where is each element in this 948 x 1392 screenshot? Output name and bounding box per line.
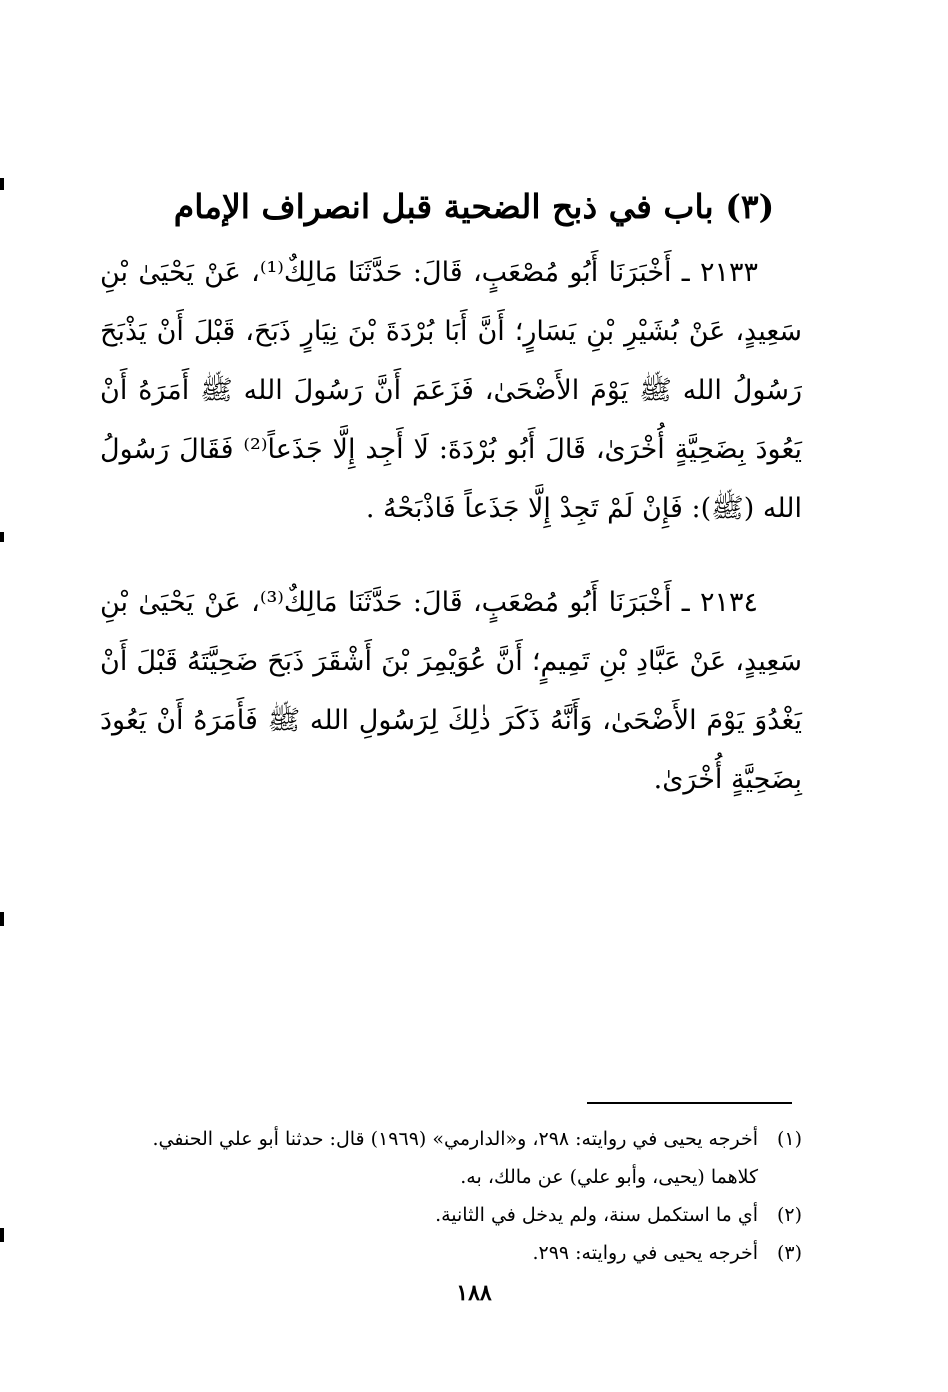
hadith-2133 — [100, 243, 802, 538]
footnote-divider — [587, 1102, 792, 1104]
footnote-2 — [100, 1196, 802, 1234]
footnotes — [100, 1120, 802, 1272]
footnote-number: (٣) — [776, 1242, 802, 1264]
chapter-title: (٣) باب في ذبح الضحية قبل انصراف الإمام — [173, 187, 775, 226]
hadith-2134 — [100, 573, 802, 809]
scan-edge-mark — [0, 532, 4, 542]
hadith-text: ٢١٣٤ ـ أَخْبَرَنَا أَبُو مُصْعَبٍ، قَالَ: حَدَّثَنَا مَالِكٌ⁽³⁾، عَنْ يَحْيَىٰ بْنِ سَعِيدٍ، عَنْ عَبَّادِ بْنِ تَمِيمٍ؛ أَنَّ عُوَيْمِرَ بْنَ أَشْقَرَ ذَبَحَ ضَحِيَّتَهُ قَبْلَ أَنْ يَغْدُوَ يَوْمَ الأَضْحَىٰ، وَأَنَّهُ ذَكَرَ ذٰلِكَ لِرَسُولِ الله ﷺ فَأَمَرَهُ أَنْ يَعُودَ بِضَحِيَّةٍ أُخْرَىٰ. — [100, 587, 802, 795]
scan-edge-mark — [0, 912, 4, 926]
footnote-number: (٢) — [776, 1204, 802, 1226]
hadith-text: ٢١٣٣ ـ أَخْبَرَنَا أَبُو مُصْعَبٍ، قَالَ: حَدَّثَنَا مَالِكٌ⁽¹⁾، عَنْ يَحْيَىٰ بْنِ سَعِيدٍ، عَنْ بُشَيْرِ بْنِ يَسَارٍ؛ أَنَّ أَبَا بُرْدَةَ بْنَ نِيَارٍ ذَبَحَ، قَبْلَ أَنْ يَذْبَحَ رَسُولُ الله ﷺ يَوْمَ الأَضْحَىٰ، فَزَعَمَ أَنَّ رَسُولَ الله ﷺ أَمَرَهُ أَنْ يَعُودَ بِضَحِيَّةٍ أُخْرَىٰ، قَالَ أَبُو بُرْدَةَ: لَا أَجِد إِلَّا جَذَعاً⁽²⁾ فَقَالَ رَسُولُ الله (ﷺ): فَإِنْ لَمْ تَجِدْ إِلَّا جَذَعاً فَاذْبَحْهُ . — [100, 257, 802, 524]
footnote-text: أخرجه يحيى في روايته: ٢٩٩. — [532, 1242, 758, 1264]
footnote-1-continuation: كلاهما (يحيى، وأبو علي) عن مالك، به. — [460, 1166, 758, 1188]
footnote-3 — [100, 1234, 802, 1272]
scan-edge-mark — [0, 178, 4, 190]
footnote-text: أي ما استكمل سنة، ولم يدخل في الثانية. — [435, 1204, 758, 1226]
page-number: ١٨٨ — [456, 1280, 492, 1306]
footnote-text: أخرجه يحيى في روايته: ٢٩٨، و«الدارمي» (١٩٦٩) قال: حدثنا أبو علي الحنفي. — [152, 1128, 758, 1150]
scan-edge-mark — [0, 1228, 4, 1242]
footnote-number: (١) — [776, 1128, 802, 1150]
footnote-1 — [100, 1120, 802, 1158]
